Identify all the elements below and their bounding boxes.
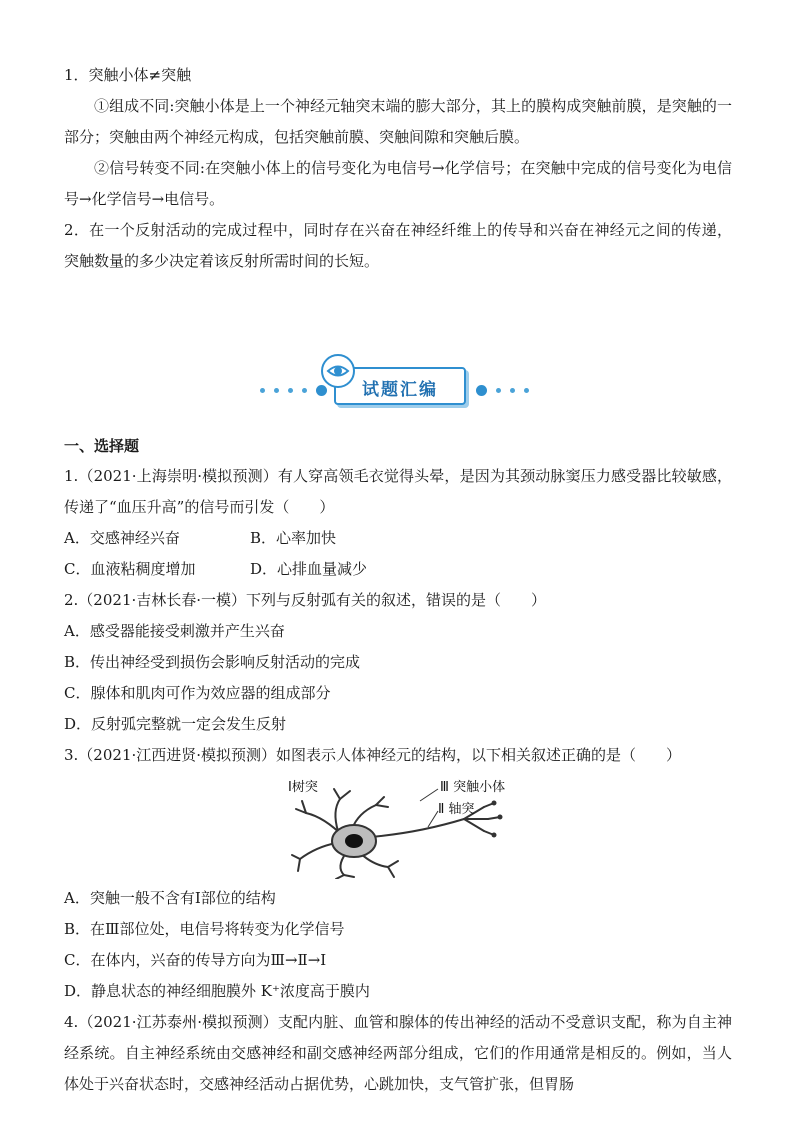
question-2-option-b: B．传出神经受到损伤会影响反射活动的完成 <box>64 653 361 671</box>
banner-title: 试题汇编 <box>362 380 438 400</box>
question-2-option-a: A．感受器能接受刺激并产生兴奋 <box>64 622 285 640</box>
question-3-option-d: D．静息状态的神经细胞膜外 K⁺浓度高于膜内 <box>64 982 370 1000</box>
question-3-option-c: C．在体内，兴奋的传导方向为Ⅲ→Ⅱ→Ⅰ <box>64 951 327 969</box>
neuron-diagram <box>288 775 518 879</box>
question-1-option-b: B．心率加快 <box>250 529 337 547</box>
question-1-options-row-2 <box>64 554 732 585</box>
label-synaptic-knob: Ⅲ 突触小体 <box>440 780 506 795</box>
banner-dots-left <box>260 385 336 396</box>
question-2-option-d: D．反射弧完整就一定会发生反射 <box>64 715 287 733</box>
note-1-paragraph-2: ②信号转变不同:在突触小体上的信号变化为电信号→化学信号；在突触中完成的信号变化为电信号→化学信号→电信号。 <box>64 159 732 208</box>
question-3-option-b: B．在Ⅲ部位处，电信号将转变为化学信号 <box>64 920 345 938</box>
question-2-stem: 2.（2021·吉林长春·一模）下列与反射弧有关的叙述，错误的是（ ） <box>64 591 547 609</box>
note-1-title: 1．突触小体≠突触 <box>64 66 192 84</box>
eye-icon <box>321 354 355 388</box>
label-axon: Ⅱ 轴突 <box>438 802 475 817</box>
label-dendrite: Ⅰ树突 <box>288 780 318 795</box>
note-2: 2．在一个反射活动的完成过程中，同时存在兴奋在神经纤维上的传导和兴奋在神经元之间的传递，突触数量的多少决定着该反射所需时间的长短。 <box>64 221 732 270</box>
neuron-figure <box>64 771 732 883</box>
question-1-option-a: A．交感神经兴奋 <box>64 529 180 547</box>
question-3-stem: 3.（2021·江西进贤·模拟预测）如图表示人体神经元的结构，以下相关叙述正确的是（ ） <box>64 746 682 764</box>
section-title: 一、选择题 <box>64 437 140 455</box>
question-1-option-d: D．心排血量减少 <box>250 560 368 578</box>
question-4-stem: 4.（2021·江苏泰州·模拟预测）支配内脏、血管和腺体的传出神经的活动不受意识支配，称为自主神经系统。自主神经系统由交感神经和副交感神经两部分组成，它们的作用通常是相反的。例如，当人体处于兴奋状态时，交感神经活动占据优势，心跳加快，支气管扩张，但胃肠 <box>64 1013 732 1093</box>
note-1-paragraph-1: ①组成不同:突触小体是上一个神经元轴突末端的膨大部分，其上的膜构成突触前膜，是突触的一部分；突触由两个神经元构成，包括突触前膜、突触间隙和突触后膜。 <box>64 97 732 146</box>
question-3-option-a: A．突触一般不含有Ⅰ部位的结构 <box>64 889 276 907</box>
question-2-option-c: C．腺体和肌肉可作为效应器的组成部分 <box>64 684 331 702</box>
question-1-options-row-1 <box>64 523 732 554</box>
question-1-stem: 1.（2021·上海崇明·模拟预测）有人穿高领毛衣觉得头晕，是因为其颈动脉窦压力感受器比较敏感，传递了“血压升高”的信号而引发（ ） <box>64 467 732 516</box>
question-1-option-c: C．血液粘稠度增加 <box>64 560 196 578</box>
banner-dots-right <box>476 385 538 396</box>
section-banner <box>64 327 732 419</box>
document-page <box>64 60 732 1100</box>
